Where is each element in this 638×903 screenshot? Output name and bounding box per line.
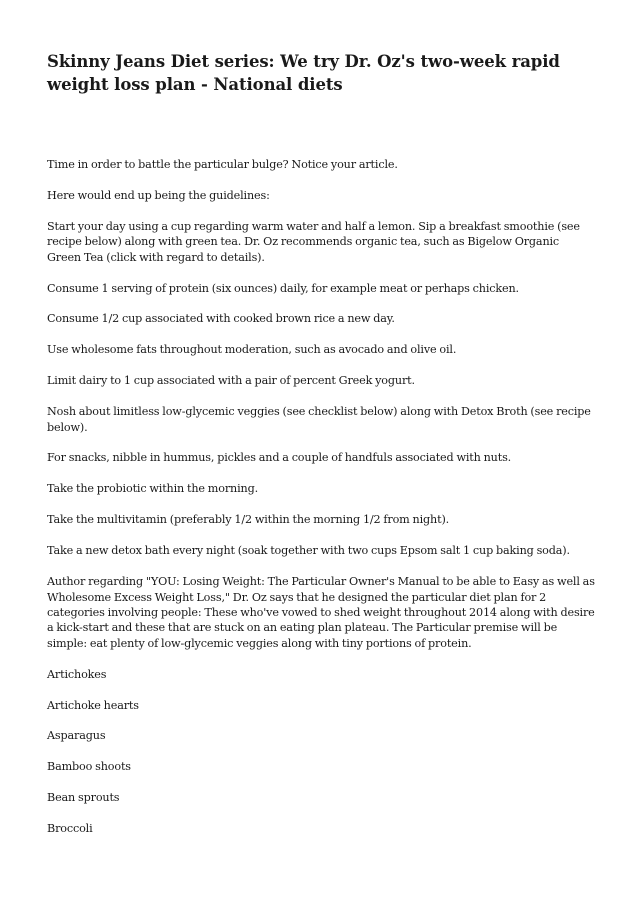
paragraph-intro: Time in order to battle the particular bulge? Notice your article. <box>47 158 398 171</box>
veggie-list-item: Asparagus <box>47 729 106 743</box>
paragraph-guideline: For snacks, nibble in hummus, pickles and a couple of handfuls associated with nuts. <box>47 451 512 465</box>
veggie-list-item: Broccoli <box>47 822 93 836</box>
paragraph-guideline: Take a new detox bath every night (soak together with two cups Epsom salt 1 cup baking soda). <box>47 544 570 558</box>
paragraph-guideline: Limit dairy to 1 cup associated with a pair of percent Greek yogurt. <box>47 374 415 388</box>
paragraph-guideline: Consume 1 serving of protein (six ounces) daily, for example meat or perhaps chicken. <box>47 281 519 295</box>
paragraph-guideline: Start your day using a cup regarding warm water and half a lemon. Sip a breakfast smoothie (see recipe below) along with green tea. Dr. Oz recommends organic tea, such as Bigelow Organic Green Tea (click with regard to details). <box>47 219 580 264</box>
veggie-list-item: Bean sprouts <box>47 791 120 805</box>
veggie-list-item: Bamboo shoots <box>47 760 131 774</box>
veggie-list-item: Artichoke hearts <box>47 698 139 712</box>
document-body <box>47 157 595 852</box>
paragraph-guideline: Take the multivitamin (preferably 1/2 within the morning 1/2 from night). <box>47 513 450 527</box>
paragraph-guideline: Use wholesome fats throughout moderation, such as avocado and olive oil. <box>47 343 457 357</box>
veggie-list-item: Artichokes <box>47 667 107 681</box>
paragraph-author-note: Author regarding "YOU: Losing Weight: The Particular Owner's Manual to be able to Easy as well as Wholesome Excess Weight Loss," Dr. Oz says that he designed the particular diet plan for 2 categories involving people: These who've vowed to shed weight throughout 2014 along with desire a kick-start and these that are stuck on an eating plan plateau. The Particular premise will be simple: eat plenty of low-glycemic veggies along with tiny portions of protein. <box>47 575 595 650</box>
document-title: Skinny Jeans Diet series: We try Dr. Oz's two-week rapid weight loss plan - National diets <box>47 52 560 94</box>
paragraph-guideline: Consume 1/2 cup associated with cooked brown rice a new day. <box>47 312 395 326</box>
paragraph-guideline: Take the probiotic within the morning. <box>47 482 258 496</box>
document-page <box>47 50 595 836</box>
paragraph-guideline: Nosh about limitless low-glycemic veggies (see checklist below) along with Detox Broth (see recipe below). <box>47 405 591 434</box>
paragraph-guidelines-heading: Here would end up being the guidelines: <box>47 188 270 202</box>
